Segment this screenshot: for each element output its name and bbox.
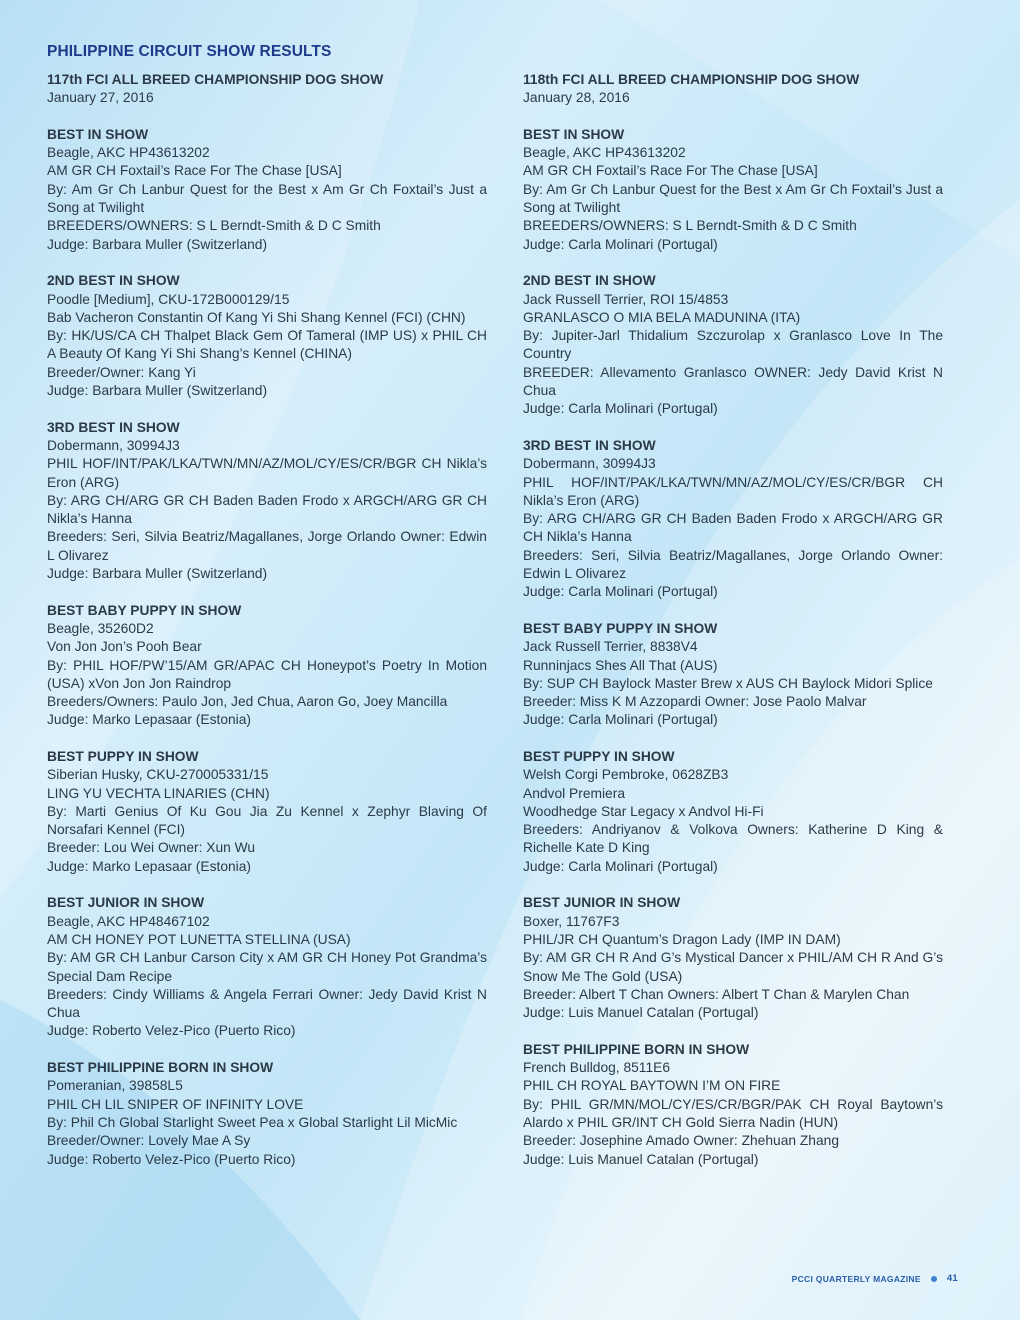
award-detail-line: Andvol Premiera xyxy=(523,785,625,801)
award-detail-line: Breeders: Seri, Silvia Beatriz/Magallanes, Jorge Orlando Owner: Edwin L Olivarez xyxy=(523,547,943,582)
award-detail-line: Beagle, AKC HP43613202 xyxy=(523,145,686,161)
award-title: 3RD BEST IN SHOW xyxy=(523,437,656,453)
award-detail-line: Judge: Marko Lepasaar (Estonia) xyxy=(47,858,251,874)
show-title: 117th FCI ALL BREED CHAMPIONSHIP DOG SHOW xyxy=(47,72,384,87)
award-detail-line: Jack Russell Terrier, 8838V4 xyxy=(523,639,698,655)
award-detail-line: PHIL CH LIL SNIPER OF INFINITY LOVE xyxy=(47,1096,304,1112)
award-detail-line: PHIL HOF/INT/PAK/LKA/TWN/MN/AZ/MOL/CY/ES/CR/BGR CH Nikla’s Eron (ARG) xyxy=(523,474,943,508)
award-title: BEST JUNIOR IN SHOW xyxy=(523,895,681,911)
award-title: BEST PUPPY IN SHOW xyxy=(523,748,675,764)
award-detail-line: Pomeranian, 39858L5 xyxy=(47,1078,183,1094)
award-detail-line: LING YU VECHTA LINARIES (CHN) xyxy=(47,785,270,801)
award-detail-line: AM CH HONEY POT LUNETTA STELLINA (USA) xyxy=(47,931,351,947)
award-detail-line: Breeders: Cindy Williams & Angela Ferrari Owner: Jedy David Krist N Chua xyxy=(47,986,487,1021)
award-title: BEST IN SHOW xyxy=(523,126,625,142)
award-detail-line: PHIL/JR CH Quantum’s Dragon Lady (IMP IN DAM) xyxy=(523,931,841,947)
page-footer xyxy=(792,1273,958,1284)
award-detail-line: Judge: Marko Lepasaar (Estonia) xyxy=(47,712,251,728)
page-title: PHILIPPINE CIRCUIT SHOW RESULTS xyxy=(47,43,332,60)
award-detail-line: Beagle, AKC HP43613202 xyxy=(47,145,210,161)
award-detail-line: By: AM GR CH R And G’s Mystical Dancer x PHIL/AM CH R And G’s Snow Me The Gold (USA) xyxy=(523,950,943,984)
award-detail-line: By: AM GR CH Lanbur Carson City x AM GR CH Honey Pot Grandma’s Special Dam Recipe xyxy=(47,950,487,984)
award-detail-line: By: Jupiter-Jarl Thidalium Szczurolap x Granlasco Love In The Country xyxy=(523,328,943,362)
award-detail-line: Breeder: Lou Wei Owner: Xun Wu xyxy=(47,840,256,856)
award-detail-line: Siberian Husky, CKU-270005331/15 xyxy=(47,767,269,783)
award-block xyxy=(47,272,487,400)
award-detail-line: BREEDERS/OWNERS: S L Berndt-Smith & D C Smith xyxy=(523,218,857,234)
award-detail-line: By: ARG CH/ARG GR CH Baden Baden Frodo x ARGCH/ARG GR CH Nikla’s Hanna xyxy=(523,511,943,545)
award-title: 2ND BEST IN SHOW xyxy=(523,273,656,289)
award-title: BEST PUPPY IN SHOW xyxy=(47,748,199,764)
show-date: January 27, 2016 xyxy=(47,90,154,106)
awards-list xyxy=(523,126,943,1169)
award-detail-line: By: ARG CH/ARG GR CH Baden Baden Frodo x ARGCH/ARG GR CH Nikla’s Hanna xyxy=(47,492,487,527)
award-detail-line: Runninjacs Shes All That (AUS) xyxy=(523,657,718,673)
award-detail-line: Judge: Barbara Muller (Switzerland) xyxy=(47,383,268,399)
award-detail-line: Breeders: Seri, Silvia Beatriz/Magallanes, Jorge Orlando Owner: Edwin L Olivarez xyxy=(47,529,487,563)
award-title: BEST BABY PUPPY IN SHOW xyxy=(47,602,242,618)
awards-list xyxy=(47,126,487,1169)
bullet-dot-icon xyxy=(931,1276,937,1282)
award-block xyxy=(47,894,487,1040)
award-detail-line: Dobermann, 30994J3 xyxy=(523,456,656,472)
award-detail-line: Beagle, 35260D2 xyxy=(47,620,154,636)
award-detail-line: Jack Russell Terrier, ROI 15/4853 xyxy=(523,291,729,307)
award-detail-line: BREEDERS/OWNERS: S L Berndt-Smith & D C Smith xyxy=(47,218,381,234)
award-title: BEST JUNIOR IN SHOW xyxy=(47,895,205,911)
page-number: 41 xyxy=(946,1273,958,1284)
magazine-name: PCCI QUARTERLY MAGAZINE xyxy=(791,1273,921,1284)
award-detail-line: GRANLASCO O MIA BELA MADUNINA (ITA) xyxy=(523,309,801,325)
award-detail-line: Judge: Barbara Muller (Switzerland) xyxy=(47,236,268,252)
award-detail-line: Von Jon Jon’s Pooh Bear xyxy=(47,639,202,655)
award-detail-line: Bab Vacheron Constantin Of Kang Yi Shi Shang Kennel (FCI) (CHN) xyxy=(47,309,466,325)
award-detail-line: Breeder: Josephine Amado Owner: Zhehuan Zhang xyxy=(523,1133,839,1149)
award-detail-line: Dobermann, 30994J3 xyxy=(47,437,180,453)
award-block xyxy=(47,126,487,254)
award-detail-line: Judge: Carla Molinari (Portugal) xyxy=(523,236,718,252)
award-detail-line: Breeders/Owners: Paulo Jon, Jed Chua, Aaron Go, Joey Mancilla xyxy=(47,694,448,710)
award-block xyxy=(523,437,943,602)
award-block xyxy=(523,748,943,876)
award-block xyxy=(523,126,943,254)
award-title: BEST IN SHOW xyxy=(47,126,149,142)
award-detail-line: French Bulldog, 8511E6 xyxy=(523,1060,671,1076)
award-detail-line: AM GR CH Foxtail’s Race For The Chase [USA] xyxy=(523,163,818,179)
award-detail-line: By: PHIL GR/MN/MOL/CY/ES/CR/BGR/PAK CH Royal Baytown’s Alardo x PHIL GR/INT CH Gold Sierra Nadin (HUN) xyxy=(523,1096,943,1130)
award-title: 2ND BEST IN SHOW xyxy=(47,273,180,289)
award-title: 3RD BEST IN SHOW xyxy=(47,419,180,435)
award-detail-line: PHIL CH ROYAL BAYTOWN I’M ON FIRE xyxy=(523,1078,781,1094)
award-detail-line: Poodle [Medium], CKU-172B000129/15 xyxy=(47,291,290,307)
show-date: January 28, 2016 xyxy=(523,90,630,106)
award-detail-line: PHIL HOF/INT/PAK/LKA/TWN/MN/AZ/MOL/CY/ES/CR/BGR CH Nikla’s Eron (ARG) xyxy=(47,456,487,490)
award-detail-line: Breeder: Albert T Chan Owners: Albert T Chan & Marylen Chan xyxy=(523,986,910,1002)
award-detail-line: By: Phil Ch Global Starlight Sweet Pea x Global Starlight Lil MicMic xyxy=(47,1114,458,1130)
award-detail-line: Breeders: Andriyanov & Volkova Owners: Katherine D King & Richelle Kate D King xyxy=(523,822,943,856)
award-detail-line: Welsh Corgi Pembroke, 0628ZB3 xyxy=(523,767,729,783)
show-column-117th xyxy=(47,71,487,1169)
award-detail-line: By: Am Gr Ch Lanbur Quest for the Best x Am Gr Ch Foxtail’s Just a Song at Twilight xyxy=(523,181,943,216)
award-block xyxy=(47,1059,487,1169)
award-title: BEST BABY PUPPY IN SHOW xyxy=(523,620,718,636)
award-detail-line: Boxer, 11767F3 xyxy=(523,913,620,929)
award-detail-line: By: HK/US/CA CH Thalpet Black Gem Of Tameral (IMP US) x PHIL CH A Beauty Of Kang Yi Shi Shang’s Kennel (CHINA) xyxy=(47,328,487,362)
award-detail-line: Judge: Carla Molinari (Portugal) xyxy=(523,858,718,874)
award-detail-line: Beagle, AKC HP48467102 xyxy=(47,913,210,929)
award-detail-line: Judge: Luis Manuel Catalan (Portugal) xyxy=(523,1005,759,1021)
show-column-118th xyxy=(523,71,943,1169)
award-block xyxy=(47,419,487,584)
show-title: 118th FCI ALL BREED CHAMPIONSHIP DOG SHOW xyxy=(523,72,860,87)
award-detail-line: BREEDER: Allevamento Granlasco OWNER: Jedy David Krist N Chua xyxy=(523,364,943,399)
award-block xyxy=(47,748,487,876)
award-detail-line: AM GR CH Foxtail’s Race For The Chase [USA] xyxy=(47,163,342,179)
award-detail-line: Judge: Carla Molinari (Portugal) xyxy=(523,584,718,600)
award-detail-line: Judge: Barbara Muller (Switzerland) xyxy=(47,566,268,582)
award-title: BEST PHILIPPINE BORN IN SHOW xyxy=(47,1060,274,1076)
award-block xyxy=(47,602,487,730)
award-detail-line: Judge: Carla Molinari (Portugal) xyxy=(523,401,718,417)
award-detail-line: By: Am Gr Ch Lanbur Quest for the Best x Am Gr Ch Foxtail’s Just a Song at Twilight xyxy=(47,181,487,216)
award-detail-line: Woodhedge Star Legacy x Andvol Hi-Fi xyxy=(523,803,764,819)
award-detail-line: Judge: Carla Molinari (Portugal) xyxy=(523,712,718,728)
award-detail-line: By: PHIL HOF/PW’15/AM GR/APAC CH Honeypot’s Poetry In Motion (USA) xVon Jon Jon Raindrop xyxy=(47,657,487,691)
award-detail-line: Breeder: Miss K M Azzopardi Owner: Jose Paolo Malvar xyxy=(523,694,867,710)
award-detail-line: Breeder/Owner: Kang Yi xyxy=(47,364,196,380)
award-block xyxy=(523,620,943,730)
award-detail-line: By: SUP CH Baylock Master Brew x AUS CH Baylock Midori Splice xyxy=(523,675,933,691)
award-detail-line: Breeder/Owner: Lovely Mae A Sy xyxy=(47,1133,251,1149)
award-detail-line: Judge: Roberto Velez-Pico (Puerto Rico) xyxy=(47,1023,296,1039)
award-detail-line: Judge: Roberto Velez-Pico (Puerto Rico) xyxy=(47,1151,296,1167)
award-detail-line: By: Marti Genius Of Ku Gou Jia Zu Kennel x Zephyr Blaving Of Norsafari Kennel (FCI) xyxy=(47,803,487,838)
award-title: BEST PHILIPPINE BORN IN SHOW xyxy=(523,1041,750,1057)
award-block xyxy=(523,894,943,1022)
award-block xyxy=(523,1041,943,1169)
award-block xyxy=(523,272,943,418)
award-detail-line: Judge: Luis Manuel Catalan (Portugal) xyxy=(523,1151,759,1167)
